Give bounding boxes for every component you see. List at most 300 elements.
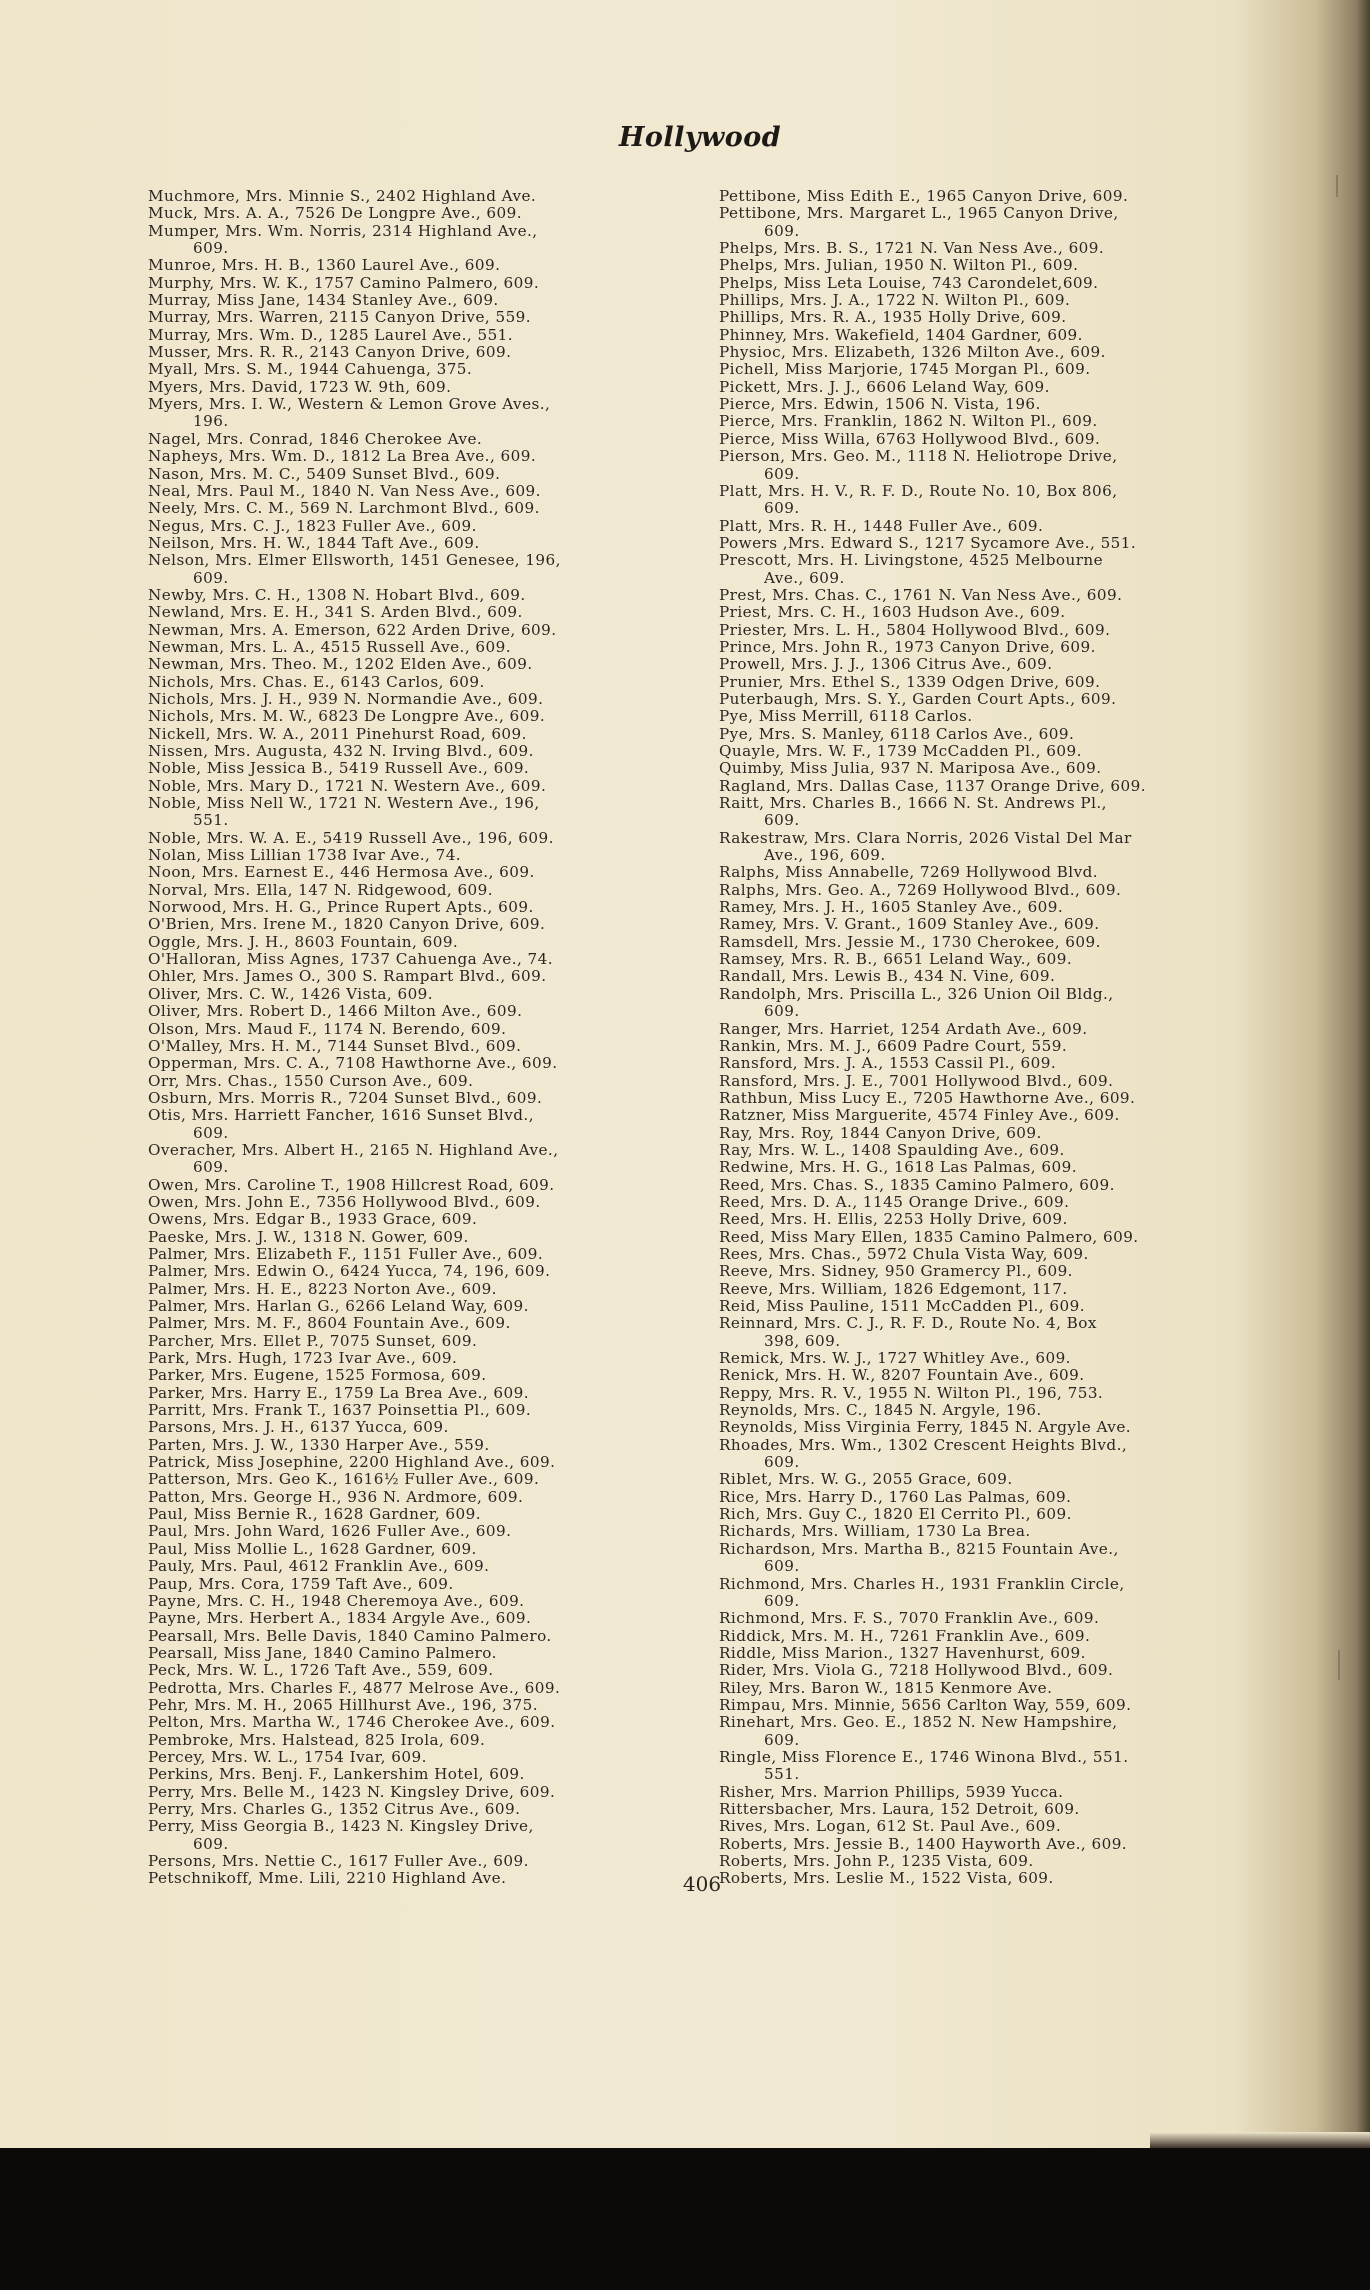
directory-entry: [719, 379, 1279, 396]
entry-continuation-line: 609.: [764, 1453, 800, 1472]
entry-line: Negus, Mrs. C. J., 1823 Fuller Ave., 609.: [148, 516, 477, 535]
entry-line: Ralphs, Mrs. Geo. A., 7269 Hollywood Blvd., 609.: [719, 880, 1122, 899]
directory-entry: [148, 916, 708, 933]
entry-line: Ransford, Mrs. J. A., 1553 Cassil Pl., 609.: [719, 1054, 1057, 1073]
entry-line: Nichols, Mrs. J. H., 939 N. Normandie Ave., 609.: [148, 689, 544, 708]
entry-line: Perkins, Mrs. Benj. F., Lankershim Hotel, 609.: [148, 1765, 525, 1784]
directory-entry: [719, 1870, 1279, 1887]
entry-line: Richardson, Mrs. Martha B., 8215 Fountain Ave.,: [719, 1539, 1119, 1558]
directory-entry: [148, 1523, 708, 1540]
directory-entry: [719, 448, 1279, 483]
entry-line: Myers, Mrs. I. W., Western & Lemon Grove Aves.,: [148, 395, 551, 414]
directory-entry: [719, 1801, 1279, 1818]
entry-line: Pettibone, Mrs. Margaret L., 1965 Canyon Drive,: [719, 204, 1119, 223]
directory-entry: [148, 830, 708, 847]
entry-line: Parsons, Mrs. J. H., 6137 Yucca, 609.: [148, 1418, 449, 1437]
entry-continuation-line: 609.: [764, 464, 800, 483]
entry-line: Persons, Mrs. Nettie C., 1617 Fuller Ave., 609.: [148, 1852, 529, 1870]
directory-entry: [148, 882, 708, 899]
entry-line: Phillips, Mrs. R. A., 1935 Holly Drive, 609.: [719, 308, 1067, 327]
entry-line: Palmer, Mrs. H. E., 8223 Norton Ave., 609.: [148, 1279, 497, 1298]
directory-entry: [719, 1437, 1279, 1472]
entry-line: Payne, Mrs. C. H., 1948 Cheremoya Ave., 609.: [148, 1591, 525, 1610]
directory-entry: [719, 1419, 1279, 1436]
entry-line: Rakestraw, Mrs. Clara Norris, 2026 Vistal Del Mar: [719, 828, 1132, 847]
directory-entry: [148, 1003, 708, 1020]
entry-line: Pye, Miss Merrill, 6118 Carlos.: [719, 707, 973, 726]
entry-line: Pierce, Mrs. Franklin, 1862 N. Wilton Pl., 609.: [719, 412, 1098, 431]
entry-line: Paup, Mrs. Cora, 1759 Taft Ave., 609.: [148, 1574, 454, 1593]
entry-line: Munroe, Mrs. H. B., 1360 Laurel Ave., 609.: [148, 256, 501, 275]
entry-line: Muck, Mrs. A. A., 7526 De Longpre Ave., 609.: [148, 204, 523, 223]
directory-entry: [719, 396, 1279, 413]
entry-line: Quimby, Miss Julia, 937 N. Mariposa Ave., 609.: [719, 759, 1102, 778]
entry-line: Reppy, Mrs. R. V., 1955 N. Wilton Pl., 196, 753.: [719, 1383, 1104, 1402]
directory-entry: [148, 1350, 708, 1367]
entry-line: Pelton, Mrs. Martha W., 1746 Cherokee Ave., 609.: [148, 1713, 556, 1732]
directory-entry: [148, 899, 708, 916]
entry-line: Riddle, Miss Marion., 1327 Havenhurst, 609.: [719, 1643, 1086, 1662]
directory-entry: [148, 292, 708, 309]
directory-entry: [148, 986, 708, 1003]
entry-line: Noon, Mrs. Earnest E., 446 Hermosa Ave., 609.: [148, 863, 535, 882]
entry-line: Reid, Miss Pauline, 1511 McCadden Pl., 609.: [719, 1297, 1085, 1315]
directory-entry: [148, 674, 708, 691]
entry-line: Prest, Mrs. Chas. C., 1761 N. Van Ness Ave., 609.: [719, 585, 1123, 604]
entry-line: Muchmore, Mrs. Minnie S., 2402 Highland Ave.: [148, 187, 537, 205]
directory-entry: [719, 760, 1279, 777]
directory-entry: [148, 1818, 708, 1853]
directory-entry: [719, 240, 1279, 257]
entry-line: Reeve, Mrs. William, 1826 Edgemont, 117.: [719, 1279, 1068, 1298]
entry-continuation-line: 609.: [764, 811, 800, 830]
directory-entry: [719, 1367, 1279, 1384]
directory-entry: [719, 656, 1279, 673]
entry-line: Parten, Mrs. J. W., 1330 Harper Ave., 559.: [148, 1435, 490, 1454]
directory-entry: [719, 518, 1279, 535]
entry-continuation-line: 551.: [193, 811, 229, 830]
directory-entry: [148, 361, 708, 378]
entry-line: Rich, Mrs. Guy C., 1820 El Cerrito Pl., 609.: [719, 1505, 1072, 1524]
directory-entry: [148, 1107, 708, 1142]
directory-entry: [719, 1263, 1279, 1280]
entry-line: Pearsall, Mrs. Belle Davis, 1840 Camino Palmero.: [148, 1626, 552, 1645]
directory-entry: [719, 1697, 1279, 1714]
directory-entry: [148, 726, 708, 743]
entry-line: Paeske, Mrs. J. W., 1318 N. Gower, 609.: [148, 1227, 469, 1246]
entry-line: Murray, Mrs. Warren, 2115 Canyon Drive, 559.: [148, 308, 532, 327]
entry-line: Ramey, Mrs. V. Grant., 1609 Stanley Ave., 609.: [719, 915, 1100, 934]
directory-entry: [719, 1350, 1279, 1367]
entry-continuation-line: 196.: [193, 412, 229, 431]
directory-entry: [719, 1662, 1279, 1679]
directory-entry: [719, 1489, 1279, 1506]
directory-entry: [148, 1298, 708, 1315]
directory-entry: [148, 552, 708, 587]
entry-line: Quayle, Mrs. W. F., 1739 McCadden Pl., 609.: [719, 742, 1082, 760]
entry-line: O'Halloran, Miss Agnes, 1737 Cahuenga Ave., 74.: [148, 950, 554, 969]
directory-entry: [148, 396, 708, 431]
entry-line: Nissen, Mrs. Augusta, 432 N. Irving Blvd., 609.: [148, 742, 534, 760]
entry-line: Rankin, Mrs. M. J., 6609 Padre Court, 559.: [719, 1036, 1068, 1055]
entry-line: Overacher, Mrs. Albert H., 2165 N. Highland Ave.,: [148, 1140, 559, 1159]
entry-line: Reeve, Mrs. Sidney, 950 Gramercy Pl., 609.: [719, 1262, 1073, 1281]
entry-line: Owen, Mrs. Caroline T., 1908 Hillcrest Road, 609.: [148, 1175, 555, 1194]
entry-line: Perry, Miss Georgia B., 1423 N. Kingsley Drive,: [148, 1817, 534, 1836]
directory-entry: [719, 864, 1279, 881]
directory-entry: [719, 1073, 1279, 1090]
entry-line: Reinnard, Mrs. C. J., R. F. D., Route No. 4, Box: [719, 1314, 1097, 1333]
entry-continuation-line: 609.: [764, 1730, 800, 1749]
entry-line: Pierson, Mrs. Geo. M., 1118 N. Heliotrope Drive,: [719, 447, 1118, 466]
entry-line: Rimpau, Mrs. Minnie, 5656 Carlton Way, 559, 609.: [719, 1695, 1132, 1714]
directory-entry: [148, 1263, 708, 1280]
entry-line: Ragland, Mrs. Dallas Case, 1137 Orange Drive, 609.: [719, 776, 1147, 795]
directory-entry: [148, 483, 708, 500]
entry-line: Olson, Mrs. Maud F., 1174 N. Berendo, 609.: [148, 1019, 507, 1038]
entry-line: Reynolds, Mrs. C., 1845 N. Argyle, 196.: [719, 1401, 1042, 1420]
directory-entry: [719, 674, 1279, 691]
entry-line: Platt, Mrs. R. H., 1448 Fuller Ave., 609.: [719, 516, 1044, 535]
directory-entry: [148, 1437, 708, 1454]
entry-line: Park, Mrs. Hugh, 1723 Ivar Ave., 609.: [148, 1349, 458, 1368]
entry-line: Orr, Mrs. Chas., 1550 Curson Ave., 609.: [148, 1071, 474, 1090]
entry-line: Ranger, Mrs. Harriet, 1254 Ardath Ave., 609.: [719, 1019, 1088, 1038]
entry-line: Phelps, Mrs. Julian, 1950 N. Wilton Pl., 609.: [719, 256, 1079, 275]
entry-line: Prunier, Mrs. Ethel S., 1339 Odgen Drive, 609.: [719, 672, 1101, 691]
directory-entry: [148, 934, 708, 951]
directory-entry: [719, 1177, 1279, 1194]
directory-entry: [148, 587, 708, 604]
directory-entry: [148, 257, 708, 274]
entry-line: Myall, Mrs. S. M., 1944 Cahuenga, 375.: [148, 360, 473, 379]
entry-continuation-line: 609.: [764, 221, 800, 240]
entry-line: Ray, Mrs. W. L., 1408 Spaulding Ave., 609.: [719, 1140, 1065, 1159]
directory-entry: [148, 743, 708, 760]
directory-entry: [719, 1142, 1279, 1159]
entry-continuation-line: 398, 609.: [764, 1331, 841, 1350]
directory-entry: [148, 1489, 708, 1506]
entry-line: Nichols, Mrs. Chas. E., 6143 Carlos, 609.: [148, 672, 485, 691]
entry-line: Parker, Mrs. Eugene, 1525 Formosa, 609.: [148, 1366, 487, 1385]
directory-entry: [719, 1523, 1279, 1540]
directory-entry: [719, 830, 1279, 865]
directory-entry: [719, 1194, 1279, 1211]
entry-line: Patton, Mrs. George H., 936 N. Ardmore, 609.: [148, 1487, 524, 1506]
entry-line: Rathbun, Miss Lucy E., 7205 Hawthorne Ave., 609.: [719, 1088, 1136, 1107]
directory-entry: [148, 1732, 708, 1749]
entry-line: Noble, Mrs. W. A. E., 5419 Russell Ave., 196, 609.: [148, 828, 554, 847]
entry-line: Paul, Miss Bernie R., 1628 Gardner, 609.: [148, 1505, 481, 1524]
directory-entry: [719, 795, 1279, 830]
directory-entry: [719, 413, 1279, 430]
entry-line: Oliver, Mrs. C. W., 1426 Vista, 609.: [148, 984, 434, 1003]
directory-entry: [148, 864, 708, 881]
entry-line: Rees, Mrs. Chas., 5972 Chula Vista Way, 609.: [719, 1244, 1089, 1263]
page-edge-shadow: [1150, 2132, 1370, 2148]
directory-entry: [719, 275, 1279, 292]
entry-line: Perry, Mrs. Charles G., 1352 Citrus Ave., 609.: [148, 1799, 521, 1818]
entry-line: Platt, Mrs. H. V., R. F. D., Route No. 10, Box 806,: [719, 481, 1118, 500]
entry-continuation-line: Ave., 609.: [764, 568, 845, 587]
entry-continuation-line: 609.: [193, 1158, 229, 1177]
directory-entry: [148, 1333, 708, 1350]
entry-line: Peck, Mrs. W. L., 1726 Taft Ave., 559, 609.: [148, 1661, 494, 1680]
directory-entry: [148, 951, 708, 968]
entry-line: Ray, Mrs. Roy, 1844 Canyon Drive, 609.: [719, 1123, 1042, 1142]
directory-entry: [148, 1853, 708, 1870]
directory-entry: [148, 1558, 708, 1575]
directory-entry: [148, 205, 708, 222]
entry-line: Owen, Mrs. John E., 7356 Hollywood Blvd., 609.: [148, 1192, 541, 1211]
entry-line: Pauly, Mrs. Paul, 4612 Franklin Ave., 609.: [148, 1557, 490, 1576]
entry-line: Riblet, Mrs. W. G., 2055 Grace, 609.: [719, 1470, 1013, 1489]
entry-line: Reed, Mrs. H. Ellis, 2253 Holly Drive, 609.: [719, 1210, 1068, 1229]
directory-entry: [719, 535, 1279, 552]
directory-entry: [719, 1645, 1279, 1662]
entry-line: Risher, Mrs. Marrion Phillips, 5939 Yucca.: [719, 1782, 1064, 1801]
entry-line: Norwood, Mrs. H. G., Prince Rupert Apts., 609.: [148, 898, 534, 917]
directory-entry: [148, 1645, 708, 1662]
entry-line: Percey, Mrs. W. L., 1754 Ivar, 609.: [148, 1747, 427, 1766]
entry-line: Reed, Mrs. D. A., 1145 Orange Drive., 609.: [719, 1192, 1070, 1211]
entry-line: Powers ,Mrs. Edward S., 1217 Sycamore Ave., 551.: [719, 533, 1137, 552]
entry-continuation-line: Ave., 196, 609.: [764, 846, 886, 865]
entry-line: Parritt, Mrs. Frank T., 1637 Poinsettia Pl., 609.: [148, 1401, 532, 1420]
directory-entry: [148, 1419, 708, 1436]
entry-line: Rittersbacher, Mrs. Laura, 152 Detroit, 609.: [719, 1799, 1080, 1818]
entry-line: Opperman, Mrs. C. A., 7108 Hawthorne Ave., 609.: [148, 1054, 558, 1073]
entry-line: Newman, Mrs. L. A., 4515 Russell Ave., 609.: [148, 637, 512, 656]
directory-entry: [719, 639, 1279, 656]
entry-line: Pierce, Mrs. Edwin, 1506 N. Vista, 196.: [719, 395, 1041, 414]
directory-entry: [148, 344, 708, 361]
directory-entry: [148, 1229, 708, 1246]
directory-entry: [148, 1038, 708, 1055]
directory-entry: [719, 1749, 1279, 1784]
directory-entry: [148, 847, 708, 864]
directory-entry: [148, 1402, 708, 1419]
directory-entry: [148, 466, 708, 483]
directory-entry: [148, 1142, 708, 1177]
entry-line: Pedrotta, Mrs. Charles F., 4877 Melrose Ave., 609.: [148, 1678, 561, 1697]
directory-entry: [148, 1090, 708, 1107]
directory-entry: [719, 726, 1279, 743]
entry-line: Napheys, Mrs. Wm. D., 1812 La Brea Ave., 609.: [148, 447, 537, 466]
directory-entry: [148, 1194, 708, 1211]
entry-line: Ransford, Mrs. J. E., 7001 Hollywood Blvd., 609.: [719, 1071, 1114, 1090]
directory-entry: [719, 1298, 1279, 1315]
entry-line: Osburn, Mrs. Morris R., 7204 Sunset Blvd., 609.: [148, 1088, 543, 1107]
entry-line: Parcher, Mrs. Ellet P., 7075 Sunset, 609.: [148, 1331, 478, 1350]
entry-line: Pearsall, Miss Jane, 1840 Camino Palmero.: [148, 1643, 497, 1662]
directory-entry: [148, 1385, 708, 1402]
directory-entry: [719, 743, 1279, 760]
entry-line: Nickell, Mrs. W. A., 2011 Pinehurst Road, 609.: [148, 724, 527, 743]
entry-line: Nichols, Mrs. M. W., 6823 De Longpre Ave., 609.: [148, 707, 546, 726]
entry-line: Physioc, Mrs. Elizabeth, 1326 Milton Ave., 609.: [719, 343, 1106, 362]
entry-line: Neely, Mrs. C. M., 569 N. Larchmont Blvd., 609.: [148, 499, 540, 518]
entry-line: Redwine, Mrs. H. G., 1618 Las Palmas, 609.: [719, 1158, 1077, 1177]
directory-entry: [719, 778, 1279, 795]
directory-entry: [719, 1680, 1279, 1697]
entry-line: Richmond, Mrs. Charles H., 1931 Franklin Circle,: [719, 1574, 1125, 1593]
directory-entry: [148, 448, 708, 465]
directory-entry: [148, 1177, 708, 1194]
directory-entry: [148, 1055, 708, 1072]
entry-line: Phinney, Mrs. Wakefield, 1404 Gardner, 609.: [719, 325, 1083, 344]
directory-entry: [148, 795, 708, 830]
entry-line: Pettibone, Miss Edith E., 1965 Canyon Drive, 609.: [719, 187, 1129, 205]
directory-entry: [148, 535, 708, 552]
directory-entry: [719, 1055, 1279, 1072]
entry-line: Prowell, Mrs. J. J., 1306 Citrus Ave., 609.: [719, 655, 1053, 674]
directory-entry: [719, 361, 1279, 378]
entry-line: Rinehart, Mrs. Geo. E., 1852 N. New Hampshire,: [719, 1713, 1118, 1732]
entry-line: Nason, Mrs. M. C., 5409 Sunset Blvd., 609.: [148, 464, 501, 483]
entry-line: Otis, Mrs. Harriett Fancher, 1616 Sunset Blvd.,: [148, 1106, 534, 1125]
entry-line: Murray, Miss Jane, 1434 Stanley Ave., 609.: [148, 291, 499, 310]
entry-line: O'Brien, Mrs. Irene M., 1820 Canyon Drive, 609.: [148, 915, 546, 934]
margin-mark: [1338, 1650, 1340, 1680]
page-title: Hollywood: [618, 122, 782, 153]
entry-line: Mumper, Mrs. Wm. Norris, 2314 Highland Ave.,: [148, 221, 538, 240]
directory-entry: [148, 1714, 708, 1731]
entry-line: Oliver, Mrs. Robert D., 1466 Milton Ave., 609.: [148, 1002, 523, 1021]
entry-line: Phillips, Mrs. J. A., 1722 N. Wilton Pl., 609.: [719, 291, 1071, 310]
directory-entry: [148, 1749, 708, 1766]
directory-entry: [148, 1506, 708, 1523]
directory-entry: [719, 1211, 1279, 1228]
directory-entry: [719, 899, 1279, 916]
entry-line: Paul, Mrs. John Ward, 1626 Fuller Ave., 609.: [148, 1522, 512, 1541]
directory-entry: [719, 1853, 1279, 1870]
entry-continuation-line: 609.: [193, 1123, 229, 1142]
directory-entry: [148, 1576, 708, 1593]
directory-entry: [148, 1870, 708, 1887]
entry-line: Petschnikoff, Mme. Lili, 2210 Highland Ave.: [148, 1869, 507, 1888]
directory-entry: [719, 1628, 1279, 1645]
directory-entry: [719, 916, 1279, 933]
entry-line: Perry, Mrs. Belle M., 1423 N. Kingsley Drive, 609.: [148, 1782, 556, 1801]
directory-entry: [148, 1541, 708, 1558]
entry-line: Paul, Miss Mollie L., 1628 Gardner, 609.: [148, 1539, 477, 1558]
margin-mark: [1336, 175, 1338, 197]
directory-entry: [148, 1021, 708, 1038]
entry-line: Newland, Mrs. E. H., 341 S. Arden Blvd., 609.: [148, 603, 523, 622]
directory-entry: [719, 257, 1279, 274]
directory-entry: [148, 1281, 708, 1298]
directory-entry: [719, 1229, 1279, 1246]
entry-line: O'Malley, Mrs. H. M., 7144 Sunset Blvd., 609.: [148, 1036, 522, 1055]
directory-entry: [719, 1038, 1279, 1055]
directory-entry: [719, 1836, 1279, 1853]
entry-line: Ramsdell, Mrs. Jessie M., 1730 Cherokee, 609.: [719, 932, 1101, 951]
directory-entry: [148, 1211, 708, 1228]
directory-entry: [719, 1471, 1279, 1488]
left-column: [148, 188, 708, 1888]
directory-entry: [719, 1714, 1279, 1749]
entry-line: Phelps, Mrs. B. S., 1721 N. Van Ness Ave., 609.: [719, 239, 1105, 258]
directory-entry: [719, 1576, 1279, 1611]
directory-entry: [148, 1662, 708, 1679]
directory-entry: [148, 500, 708, 517]
directory-entry: [719, 1246, 1279, 1263]
entry-continuation-line: 609.: [764, 1557, 800, 1576]
directory-entry: [719, 1021, 1279, 1038]
entry-line: Newman, Mrs. A. Emerson, 622 Arden Drive, 609.: [148, 620, 557, 639]
entry-line: Priester, Mrs. L. H., 5804 Hollywood Blvd., 609.: [719, 620, 1111, 639]
entry-line: Ramey, Mrs. J. H., 1605 Stanley Ave., 609.: [719, 898, 1064, 917]
directory-entry: [148, 1610, 708, 1627]
directory-entry: [719, 882, 1279, 899]
entry-line: Ohler, Mrs. James O., 300 S. Rampart Blvd., 609.: [148, 967, 547, 986]
directory-entry: [719, 1281, 1279, 1298]
entry-line: Pembroke, Mrs. Halstead, 825 Irola, 609.: [148, 1730, 486, 1749]
directory-entry: [148, 1315, 708, 1332]
directory-entry: [719, 344, 1279, 361]
directory-entry: [148, 327, 708, 344]
directory-entry: [719, 691, 1279, 708]
entry-line: Neilson, Mrs. H. W., 1844 Taft Ave., 609.: [148, 533, 480, 552]
directory-entry: [148, 379, 708, 396]
entry-line: Raitt, Mrs. Charles B., 1666 N. St. Andrews Pl.,: [719, 794, 1107, 813]
directory-entry: [148, 1801, 708, 1818]
entry-line: Payne, Mrs. Herbert A., 1834 Argyle Ave., 609.: [148, 1609, 532, 1628]
directory-entry: [148, 1073, 708, 1090]
entry-line: Newby, Mrs. C. H., 1308 N. Hobart Blvd., 609.: [148, 585, 526, 604]
directory-entry: [148, 968, 708, 985]
directory-entry: [148, 1766, 708, 1783]
entry-line: Prince, Mrs. John R., 1973 Canyon Drive, 609.: [719, 637, 1096, 656]
entry-line: Priest, Mrs. C. H., 1603 Hudson Ave., 609.: [719, 603, 1066, 622]
directory-entry: [148, 656, 708, 673]
entry-line: Palmer, Mrs. Harlan G., 6266 Leland Way, 609.: [148, 1297, 529, 1315]
entry-line: Reed, Mrs. Chas. S., 1835 Camino Palmero, 609.: [719, 1175, 1115, 1194]
directory-entry: [719, 587, 1279, 604]
directory-entry: [719, 1315, 1279, 1350]
directory-entry: [719, 986, 1279, 1021]
entry-line: Richards, Mrs. William, 1730 La Brea.: [719, 1522, 1031, 1541]
entry-line: Palmer, Mrs. Elizabeth F., 1151 Fuller Ave., 609.: [148, 1244, 544, 1263]
directory-entry: [719, 1159, 1279, 1176]
entry-line: Pye, Mrs. S. Manley, 6118 Carlos Ave., 609.: [719, 724, 1075, 743]
directory-entry: [148, 309, 708, 326]
entry-line: Roberts, Mrs. Jessie B., 1400 Hayworth Ave., 609.: [719, 1834, 1128, 1853]
entry-continuation-line: 609.: [764, 1591, 800, 1610]
entry-line: Murray, Mrs. Wm. D., 1285 Laurel Ave., 551.: [148, 325, 514, 344]
entry-line: Pickett, Mrs. J. J., 6606 Leland Way, 609.: [719, 377, 1050, 396]
entry-line: Prescott, Mrs. H. Livingstone, 4525 Melbourne: [719, 551, 1104, 570]
directory-entry: [148, 223, 708, 258]
entry-continuation-line: 609.: [193, 1834, 229, 1853]
entry-line: Nelson, Mrs. Elmer Ellsworth, 1451 Genesee, 196,: [148, 551, 561, 570]
directory-entry: [719, 205, 1279, 240]
directory-entry: [719, 1506, 1279, 1523]
entry-line: Reed, Miss Mary Ellen, 1835 Camino Palmero, 609.: [719, 1227, 1139, 1246]
directory-entry: [719, 951, 1279, 968]
entry-line: Pehr, Mrs. M. H., 2065 Hillhurst Ave., 196, 375.: [148, 1695, 539, 1714]
entry-line: Ramsey, Mrs. R. B., 6651 Leland Way., 609.: [719, 950, 1073, 969]
page-number: 406: [682, 1872, 722, 1896]
directory-entry: [148, 1471, 708, 1488]
entry-line: Palmer, Mrs. Edwin O., 6424 Yucca, 74, 196, 609.: [148, 1262, 551, 1281]
directory-entry: [148, 1784, 708, 1801]
entry-line: Rhoades, Mrs. Wm., 1302 Crescent Heights Blvd.,: [719, 1435, 1128, 1454]
entry-continuation-line: 609.: [764, 499, 800, 518]
directory-entry: [148, 188, 708, 205]
entry-line: Puterbaugh, Mrs. S. Y., Garden Court Apts., 609.: [719, 689, 1117, 708]
